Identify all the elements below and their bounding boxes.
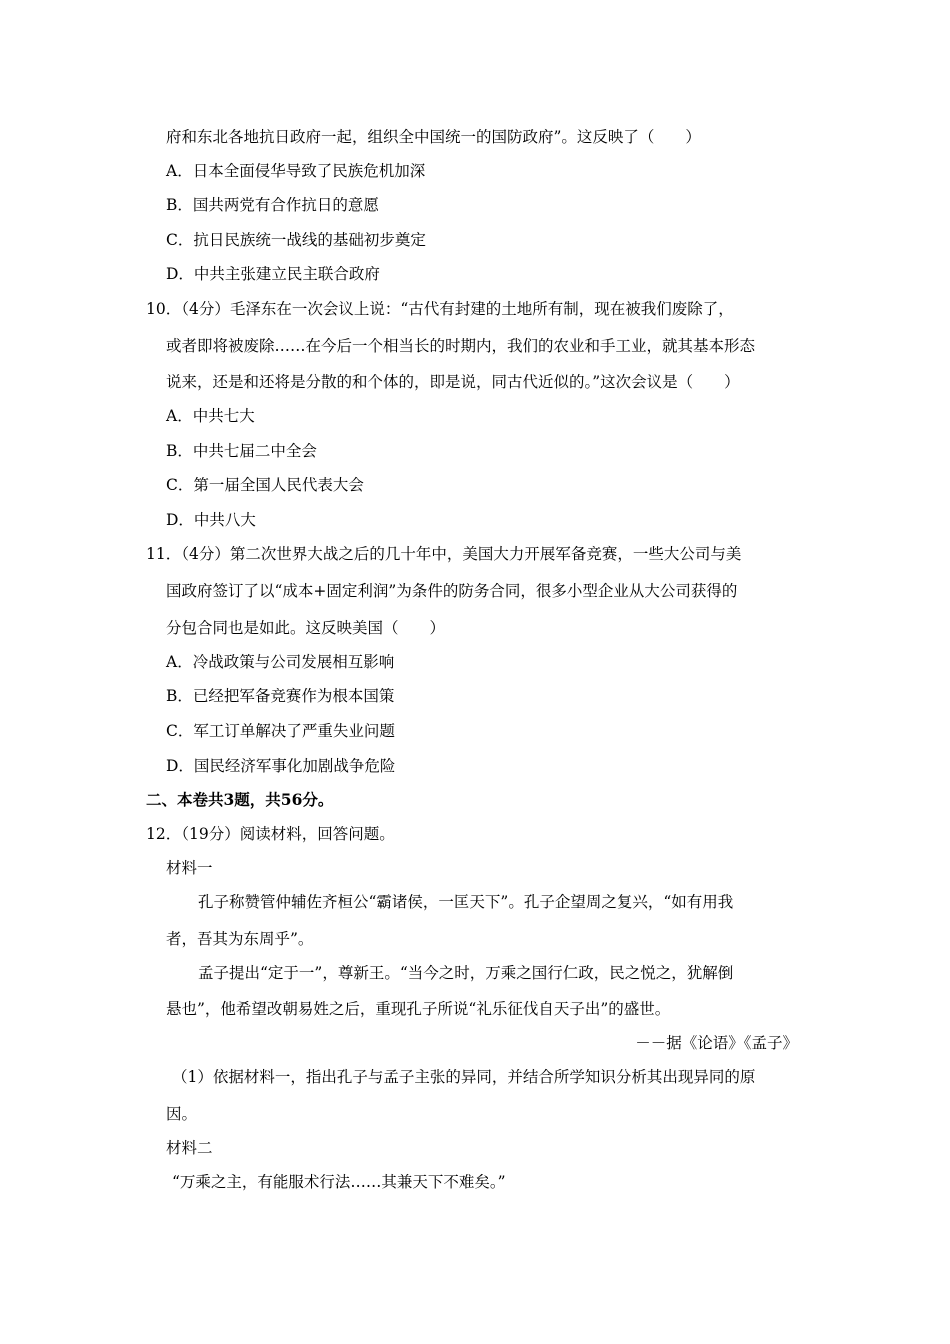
q11-stem-line-1: 11．（4分）第二次世界大战之后的几十年中，美国大力开展军备竞赛，一些大公司与美 bbox=[146, 545, 742, 563]
subquestion-1-line-1: （1）依据材料一，指出孔子与孟子主张的异同，并结合所学知识分析其出现异同的原 bbox=[172, 1068, 756, 1086]
q11-option-b: B．已经把军备竞赛作为根本国策 bbox=[166, 687, 395, 705]
material1-line-1: 孔子称赞管仲辅佐齐桓公“霸诸侯，一匡天下”。孔子企望周之复兴，“如有用我 bbox=[198, 893, 734, 911]
q11-stem-line-2: 国政府签订了以“成本+固定利润”为条件的防务合同，很多小型企业从大公司获得的 bbox=[166, 582, 738, 600]
q11-option-c: C．军工订单解决了严重失业问题 bbox=[166, 722, 395, 740]
q10-stem-line-2: 或者即将被废除……在今后一个相当长的时期内，我们的农业和手工业，就其基本形态 bbox=[166, 337, 756, 355]
material1-label: 材料一 bbox=[166, 859, 213, 877]
q10-stem-line-1: 10．（4分）毛泽东在一次会议上说：“古代有封建的土地所有制，现在被我们废除了， bbox=[146, 300, 734, 318]
q9-option-b: B．国共两党有合作抗日的意愿 bbox=[166, 196, 379, 214]
q12-stem: 12．（19分）阅读材料，回答问题。 bbox=[146, 825, 395, 843]
q9-option-c: C．抗日民族统一战线的基础初步奠定 bbox=[166, 231, 426, 249]
material1-line-2: 者，吾其为东周乎”。 bbox=[166, 930, 314, 948]
q10-option-a: A．中共七大 bbox=[166, 407, 255, 425]
q10-option-d: D．中共八大 bbox=[166, 511, 256, 529]
section-heading: 二、本卷共3题，共56分。 bbox=[146, 790, 334, 809]
q9-option-d: D．中共主张建立民主联合政府 bbox=[166, 265, 380, 283]
q10-option-b: B．中共七届二中全会 bbox=[166, 442, 317, 460]
material2-line: “万乘之主，有能服术行法……其兼天下不难矣。” bbox=[172, 1173, 506, 1191]
q11-option-d: D．国民经济军事化加剧战争危险 bbox=[166, 757, 396, 775]
q9-option-a: A．日本全面侵华导致了民族危机加深 bbox=[166, 162, 426, 180]
q10-stem-line-3: 说来，还是和还将是分散的和个体的，即是说，同古代近似的。”这次会议是（ ） bbox=[166, 373, 740, 391]
material1-source: －－据《论语》《孟子》 bbox=[635, 1034, 798, 1052]
q11-option-a: A．冷战政策与公司发展相互影响 bbox=[166, 653, 395, 671]
material2-label: 材料二 bbox=[166, 1139, 213, 1157]
material1-line-4: 悬也”，他希望改朝易姓之后，重现孔子所说“礼乐征伐自天子出”的盛世。 bbox=[166, 1000, 671, 1018]
q9-stem-tail: 府和东北各地抗日政府一起，组织全中国统一的国防政府”。这反映了（ ） bbox=[166, 128, 701, 146]
q10-option-c: C．第一届全国人民代表大会 bbox=[166, 476, 364, 494]
q11-stem-line-3: 分包合同也是如此。这反映美国（ ） bbox=[166, 619, 446, 637]
subquestion-1-line-2: 因。 bbox=[166, 1105, 198, 1123]
material1-line-3: 孟子提出“定于一”，尊新王。“当今之时，万乘之国行仁政，民之悦之，犹解倒 bbox=[198, 964, 734, 982]
